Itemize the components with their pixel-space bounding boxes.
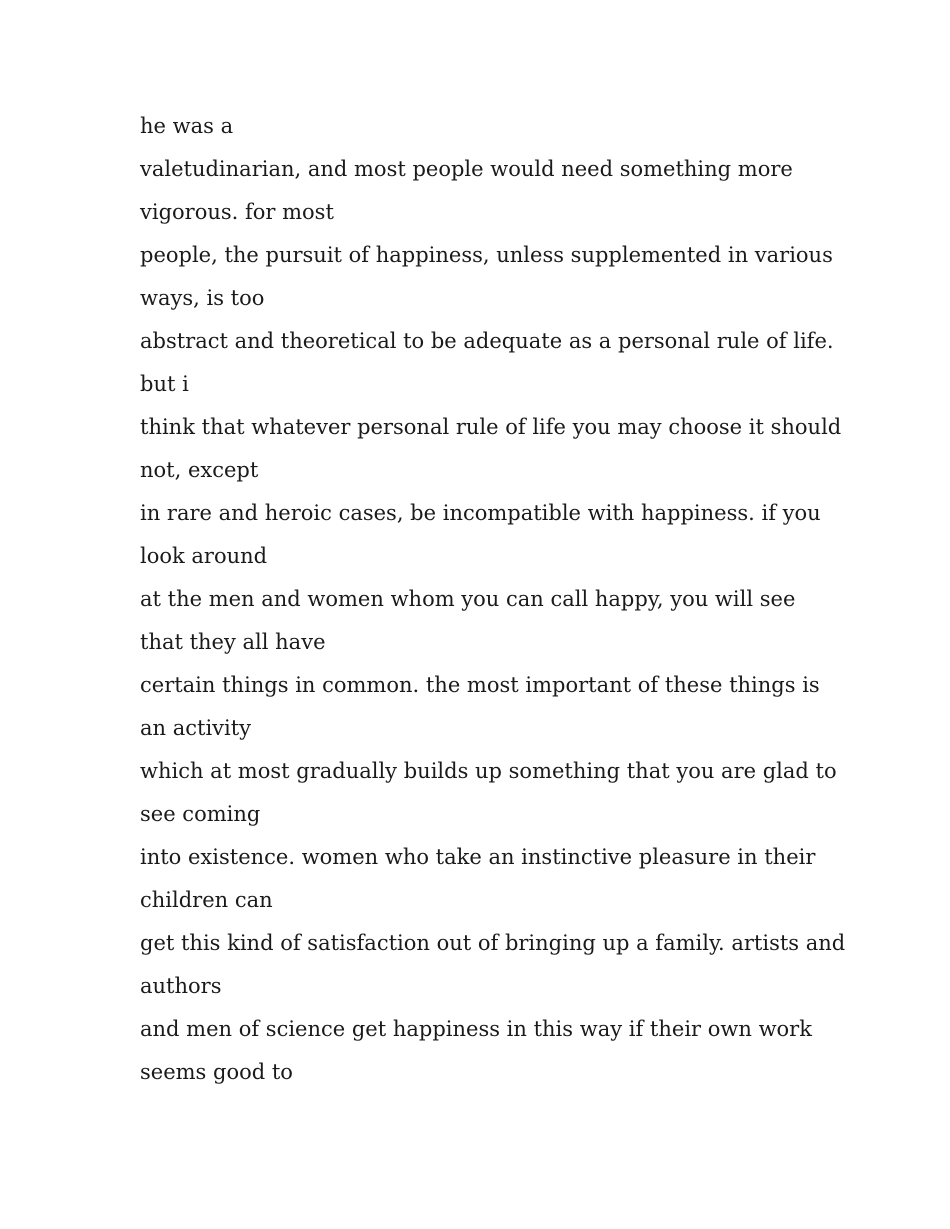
text-line: not, except — [140, 458, 259, 482]
text-line: into existence. women who take an instinctive pleasure in their — [140, 845, 816, 869]
text-line: certain things in common. the most important of these things is — [140, 673, 820, 697]
text-line: authors — [140, 974, 222, 998]
text-line: valetudinarian, and most people would need something more — [140, 157, 793, 181]
text-line: at the men and women whom you can call happy, you will see — [140, 587, 796, 611]
text-line: in rare and heroic cases, be incompatible with happiness. if you — [140, 501, 821, 525]
text-line: people, the pursuit of happiness, unless supplemented in various — [140, 243, 833, 267]
text-line: but i — [140, 372, 189, 396]
body-text — [140, 105, 846, 1094]
text-line: look around — [140, 544, 268, 568]
text-line: an activity — [140, 716, 252, 740]
text-line: get this kind of satisfaction out of bringing up a family. artists and — [140, 931, 846, 955]
text-line: children can — [140, 888, 273, 912]
text-line: he was a — [140, 114, 234, 138]
text-line: which at most gradually builds up something that you are glad to — [140, 759, 837, 783]
text-line: seems good to — [140, 1060, 293, 1084]
text-line: think that whatever personal rule of life you may choose it should — [140, 415, 842, 439]
text-line: abstract and theoretical to be adequate as a personal rule of life. — [140, 329, 834, 353]
text-line: see coming — [140, 802, 261, 826]
text-line: and men of science get happiness in this way if their own work — [140, 1017, 812, 1041]
text-line: that they all have — [140, 630, 326, 654]
text-line: ways, is too — [140, 286, 265, 310]
text-line: vigorous. for most — [140, 200, 334, 224]
